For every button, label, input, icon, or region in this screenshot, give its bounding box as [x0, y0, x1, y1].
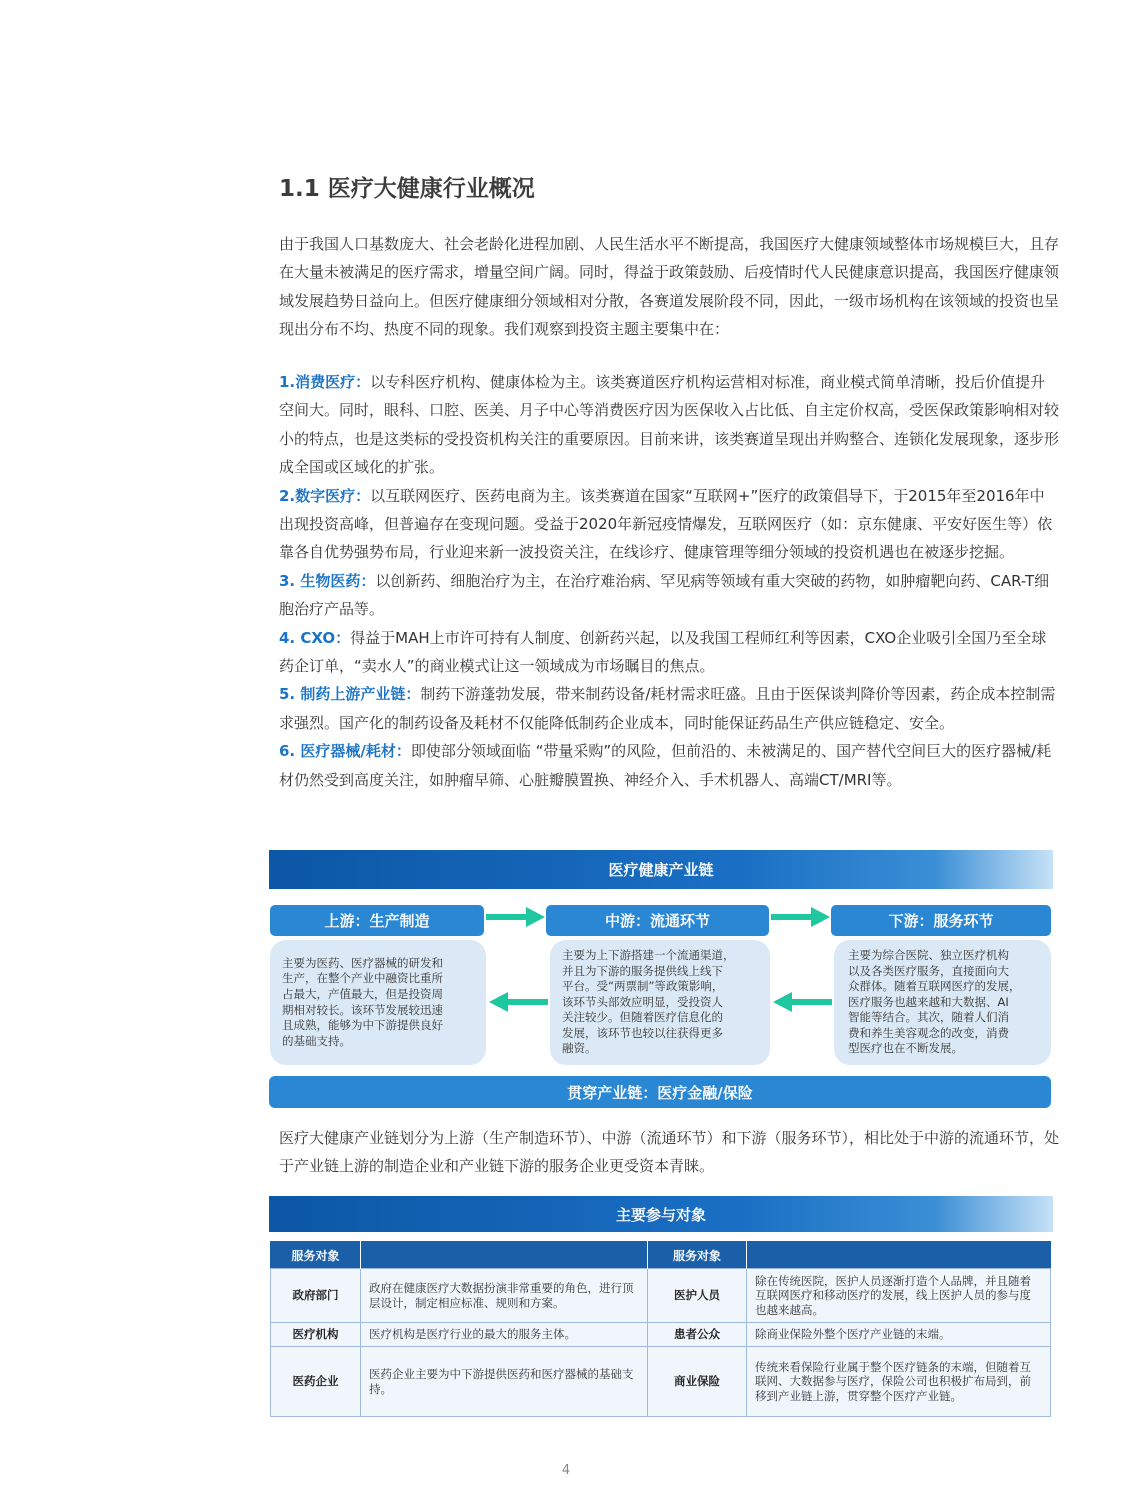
downstream-line: 主要为综合医院、独立医疗机构 [848, 947, 1009, 962]
midstream-line: 平台。受“两票制”等政策影响， [562, 979, 724, 994]
upstream-line: 且成熟，能够为中下游提供良好 [282, 1018, 443, 1033]
table-row [271, 1347, 1051, 1417]
right-arrow-icon [771, 906, 831, 928]
participants-title-banner: 主要参与对象 [269, 1196, 1053, 1232]
midstream-line: 主要为上下游搭建一个流通渠道， [562, 947, 735, 962]
theme-label: 1.消费医疗： [279, 373, 371, 391]
header-cell: 服务对象 [271, 1242, 361, 1269]
role-cell: 医护人员 [648, 1269, 747, 1323]
role-cell: 医药企业 [271, 1347, 361, 1417]
theme-item [279, 368, 1059, 482]
role-cell: 商业保险 [648, 1347, 747, 1417]
description-cell: 医疗机构是医疗行业的最大的服务主体。 [361, 1323, 648, 1347]
theme-label: 4. CXO： [279, 628, 351, 647]
downstream-line: 以及各类医疗服务，直接面向大 [848, 963, 1009, 978]
midstream-box [550, 940, 770, 1065]
upstream-line: 占最大，产值最大，但是投资周 [282, 986, 443, 1001]
downstream-line: 型医疗也在不断发展。 [848, 1041, 963, 1056]
header-cell [361, 1242, 648, 1269]
chain-caption: 医疗大健康产业链划分为上游（生产制造环节）、中游（流通环节）和下游（服务环节），相比处于中游的流通环节，处于产业链上游的制造企业和产业链下游的服务企业更受资本青睐。 [279, 1129, 1060, 1176]
description-cell: 传统来看保险行业属于整个医疗链条的末端，但随着互联网、大数据参与医疗，保险公司也积极扩布局到，前移到产业链上游，贯穿整个医疗产业链。 [747, 1347, 1051, 1417]
table-row [271, 1269, 1051, 1323]
theme-item [279, 737, 1059, 794]
theme-text: 以专科医疗机构、健康体检为主。该类赛道医疗机构运营相对标准，商业模式简单清晰，投后价值提升空间大。同时，眼科、口腔、医美、月子中心等消费医疗因为医保收入占比低、自主定价权高，受医保政策影响相对较小的特点，也是这类标的受投资机构关注的重要原因。目前来讲，该类赛道呈现出并购整合、连锁化发展现象，逐步形成全国或区域化的扩张。 [279, 373, 1060, 477]
theme-label: 6. 医疗器械/耗材： [279, 742, 411, 761]
downstream-line: 智能等结合。其次，随着人们消 [848, 1010, 1009, 1025]
midstream-line: 融资。 [562, 1041, 597, 1056]
right-arrow-icon [486, 906, 546, 928]
role-cell: 政府部门 [271, 1269, 361, 1323]
midstream-line: 关注较少。但随着医疗信息化的 [562, 1010, 723, 1025]
theme-text: 得益于MAH上市许可持有人制度、创新药兴起，以及我国工程师红利等因素，CXO企业吸引全国乃至全球药企订单，“卖水人”的商业模式让这一领域成为市场瞩目的焦点。 [279, 628, 1047, 676]
description-cell: 医药企业主要为中下游提供医药和医疗器械的基础支持。 [361, 1347, 648, 1417]
participants-table [270, 1241, 1051, 1417]
role-cell: 患者公众 [648, 1323, 747, 1347]
midstream-line: 该环节头部效应明显，受投资人 [562, 994, 723, 1009]
theme-item [279, 567, 1059, 624]
description-cell: 除商业保险外整个医疗产业链的末端。 [747, 1323, 1051, 1347]
downstream-header: 下游：服务环节 [831, 905, 1051, 936]
midstream-header: 中游：流通环节 [546, 905, 769, 936]
upstream-line: 的基础支持。 [282, 1033, 351, 1048]
left-arrow-icon [488, 991, 548, 1013]
upstream-box [270, 940, 486, 1065]
intro-paragraph: 由于我国人口基数庞大、社会老龄化进程加剧、人民生活水平不断提高，我国医疗大健康领域整体市场规模巨大，且存在大量未被满足的医疗需求，增量空间广阔。同时，得益于政策鼓励、后疫情时代人民健康意识提高，我国医疗健康领域发展趋势日益向上。但医疗健康细分领域相对分散，各赛道发展阶段不同，因此，一级市场机构在该领域的投资也呈现出分布不均、热度不同的现象。我们观察到投资主题主要集中在： [279, 235, 1060, 339]
through-chain-bar: 贯穿产业链：医疗金融/保险 [269, 1076, 1051, 1108]
left-arrow-icon [772, 991, 832, 1013]
theme-item [279, 624, 1059, 681]
description-cell: 政府在健康医疗大数据扮演非常重要的角色，进行顶层设计，制定相应标准、规则和方案。 [361, 1269, 648, 1323]
downstream-box [834, 940, 1051, 1065]
midstream-line: 发展，该环节也较以往获得更多 [562, 1025, 723, 1040]
page-number: 4 [561, 1463, 571, 1478]
theme-text: 以创新药、细胞治疗为主，在治疗难治病、罕见病等领域有重大突破的药物，如肿瘤靶向药、CAR-T细胞治疗产品等。 [279, 571, 1050, 619]
table-row [271, 1323, 1051, 1347]
downstream-line: 费和养生美容观念的改变，消费 [848, 1025, 1009, 1040]
theme-label: 2.数字医疗： [279, 486, 371, 505]
theme-item [279, 482, 1059, 567]
theme-text: 制药下游蓬勃发展，带来制药设备/耗材需求旺盛。且由于医保谈判降价等因素，药企成本控制需求强烈。国产化的制药设备及耗材不仅能降低制药企业成本，同时能保证药品生产供应链稳定、安全。 [279, 685, 1056, 732]
role-cell: 医疗机构 [271, 1323, 361, 1347]
downstream-line: 医疗服务也越来越和大数据、AI [848, 994, 1009, 1009]
header-cell: 服务对象 [648, 1242, 747, 1269]
chain-title-banner: 医疗健康产业链 [269, 850, 1053, 889]
header-cell [747, 1242, 1051, 1269]
upstream-line: 期相对较长。该环节发展较迅速 [282, 1002, 443, 1017]
description-cell: 除在传统医院，医护人员逐渐打造个人品牌，并且随着互联网医疗和移动医疗的发展，线上医护人员的参与度也越来越高。 [747, 1269, 1051, 1323]
midstream-line: 并且为下游的服务提供线上线下 [562, 963, 723, 978]
upstream-line: 主要为医药、医疗器械的研发和 [282, 955, 443, 970]
theme-text: 即使部分领域面临 “带量采购”的风险，但前沿的、未被满足的、国产替代空间巨大的医疗器械/耗材仍然受到高度关注，如肿瘤早筛、心脏瓣膜置换、神经介入、手术机器人、高端CT/MRI等。 [279, 742, 1052, 789]
section-title: 1.1 医疗大健康行业概况 [279, 176, 535, 202]
upstream-line: 生产，在整个产业中融资比重所 [282, 971, 443, 986]
table-header-row [271, 1242, 1051, 1269]
downstream-line: 众群体。随着互联网医疗的发展， [848, 979, 1021, 994]
theme-label: 5. 制药上游产业链： [279, 685, 421, 704]
upstream-header: 上游：生产制造 [270, 905, 484, 936]
investment-themes [279, 368, 1059, 794]
theme-label: 3. 生物医药： [279, 571, 376, 590]
theme-text: 以互联网医疗、医药电商为主。该类赛道在国家“互联网+”医疗的政策倡导下，于2015年至2016年中出现投资高峰，但普遍存在变现问题。受益于2020年新冠疫情爆发，互联网医疗（如：京东健康、平安好医生等）依靠各自优势强势布局，行业迎来新一波投资关注，在线诊疗、健康管理等细分领域的投资机遇也在被逐步挖掘。 [279, 486, 1053, 562]
theme-item [279, 680, 1059, 737]
